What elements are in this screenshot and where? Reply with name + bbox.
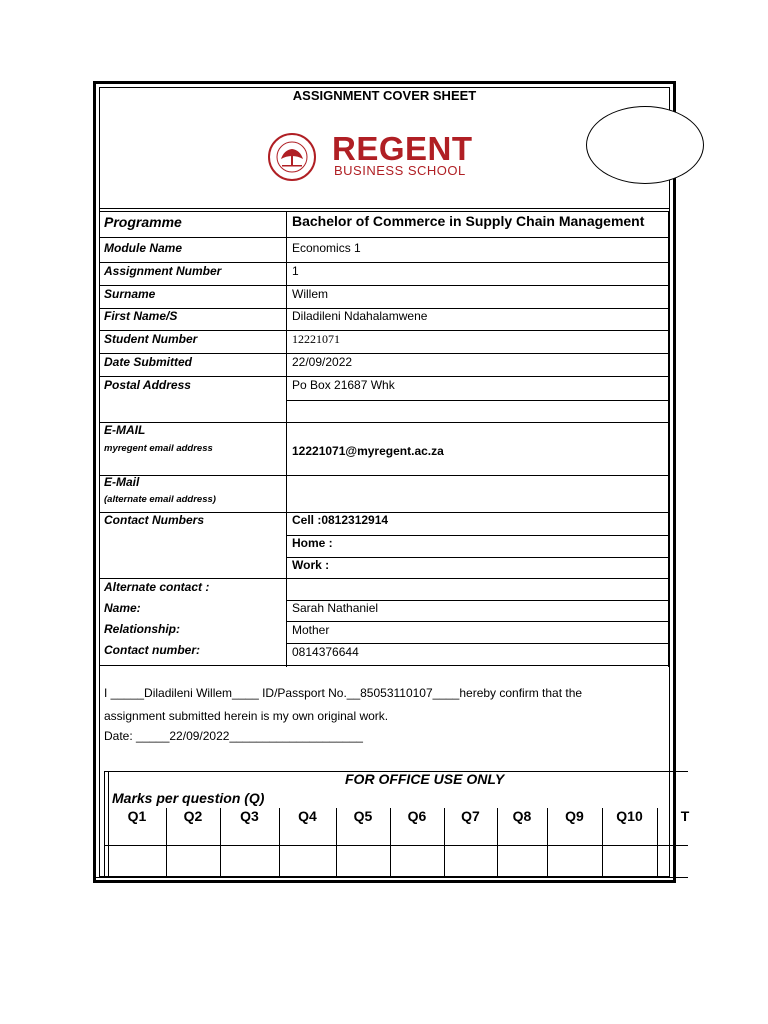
- alt-name-value: Sarah Nathaniel: [292, 601, 379, 615]
- assignment-number-value: 1: [292, 264, 299, 278]
- module-name-label: Module Name: [104, 241, 183, 255]
- marks-label: Marks per question (Q): [112, 790, 265, 806]
- contact-numbers-label: Contact Numbers: [104, 513, 205, 527]
- inner-border: [99, 87, 670, 877]
- programme-value: Bachelor of Commerce in Supply Chain Management: [292, 213, 645, 229]
- question-header: Q1: [127, 808, 147, 824]
- date-submitted-label: Date Submitted: [104, 355, 193, 369]
- cell-number: Cell :0812312914: [292, 513, 389, 527]
- regent-seal-icon: [262, 132, 328, 182]
- question-mark-cell[interactable]: [336, 846, 390, 876]
- alt-name-label: Name:: [104, 601, 141, 615]
- row-rule: [286, 621, 669, 622]
- row-rule: [99, 330, 669, 331]
- logo-subtitle: BUSINESS SCHOOL: [334, 163, 466, 178]
- email-value: 12221071@myregent.ac.za: [292, 444, 444, 458]
- home-number: Home :: [292, 536, 333, 550]
- row-rule: [99, 262, 669, 263]
- question-header: Q4: [298, 808, 317, 824]
- surname-label: Surname: [104, 287, 156, 301]
- table-left-rule: [99, 211, 100, 667]
- alt-email-sublabel: (alternate email address): [104, 494, 216, 505]
- relationship-label: Relationship:: [104, 622, 181, 636]
- question-header: Q9: [565, 808, 584, 824]
- postal-address-label: Postal Address: [104, 378, 191, 392]
- question-mark-cell[interactable]: [166, 846, 220, 876]
- row-rule: [286, 557, 669, 558]
- work-number: Work :: [292, 558, 330, 572]
- question-header: Q2: [183, 808, 203, 824]
- row-rule: [99, 665, 669, 666]
- assignment-number-label: Assignment Number: [104, 264, 222, 278]
- email-sublabel: myregent email address: [104, 443, 213, 454]
- date-submitted-value: 22/09/2022: [292, 355, 353, 369]
- row-rule: [99, 285, 669, 286]
- question-mark-cell[interactable]: [390, 846, 444, 876]
- relationship-value: Mother: [292, 623, 330, 637]
- surname-value: Willem: [292, 287, 328, 301]
- row-rule: [99, 237, 669, 238]
- marks-bottom-rule: [93, 877, 688, 878]
- alternate-contact-label: Alternate contact :: [104, 580, 210, 594]
- row-rule: [99, 578, 669, 579]
- first-name-label: First Name/S: [104, 309, 178, 323]
- office-left-rule: [104, 771, 105, 877]
- alt-contact-number-value: 0814376644: [292, 645, 359, 659]
- page-title: ASSIGNMENT COVER SHEET: [292, 88, 477, 103]
- row-rule: [286, 400, 669, 401]
- question-mark-cell[interactable]: [279, 846, 336, 876]
- module-name-value: Economics 1: [292, 241, 361, 255]
- row-rule: [286, 643, 669, 644]
- question-mark-cell[interactable]: [547, 846, 602, 876]
- question-header: Q3: [240, 808, 259, 824]
- row-rule: [99, 353, 669, 354]
- programme-label: Programme: [104, 214, 182, 230]
- student-number-label: Student Number: [104, 332, 198, 346]
- table-divider: [286, 211, 287, 667]
- question-header: T: [680, 808, 690, 824]
- question-mark-cell[interactable]: [108, 846, 166, 876]
- stamp-oval: [586, 106, 704, 184]
- student-number-value: 12221071: [292, 332, 340, 346]
- row-rule: [99, 475, 669, 476]
- row-rule: [99, 422, 669, 423]
- declaration-line-2: assignment submitted herein is my own original work.: [104, 709, 389, 723]
- table-right-rule: [668, 211, 669, 667]
- postal-address-value: Po Box 21687 Whk: [292, 378, 395, 392]
- question-header: Q10: [616, 808, 643, 824]
- question-header: Q5: [353, 808, 373, 824]
- logo-name: REGENT: [332, 130, 473, 167]
- row-rule: [286, 535, 669, 536]
- question-header: Q8: [512, 808, 532, 824]
- question-mark-cell[interactable]: [220, 846, 279, 876]
- question-mark-cell[interactable]: [444, 846, 497, 876]
- regent-logo: [262, 132, 512, 182]
- question-header: Q7: [461, 808, 480, 824]
- question-mark-cell[interactable]: [657, 846, 700, 876]
- alt-email-label: E-Mail: [104, 475, 140, 489]
- alt-contact-number-label: Contact number:: [104, 643, 200, 657]
- email-label: E-MAIL: [104, 423, 146, 437]
- question-header: Q6: [407, 808, 427, 824]
- first-name-value: Diladileni Ndahalamwene: [292, 309, 428, 323]
- table-top-rule: [99, 208, 670, 209]
- declaration-line-1: I _____Diladileni Willem____ ID/Passport No.__85053110107____hereby confirm that the: [104, 686, 583, 700]
- table-top-rule-inner: [99, 211, 670, 212]
- declaration-date: Date: _____22/09/2022____________________: [104, 729, 363, 743]
- question-mark-cell[interactable]: [497, 846, 547, 876]
- row-rule: [99, 376, 669, 377]
- office-use-heading: FOR OFFICE USE ONLY: [345, 771, 505, 787]
- question-mark-cell[interactable]: [602, 846, 657, 876]
